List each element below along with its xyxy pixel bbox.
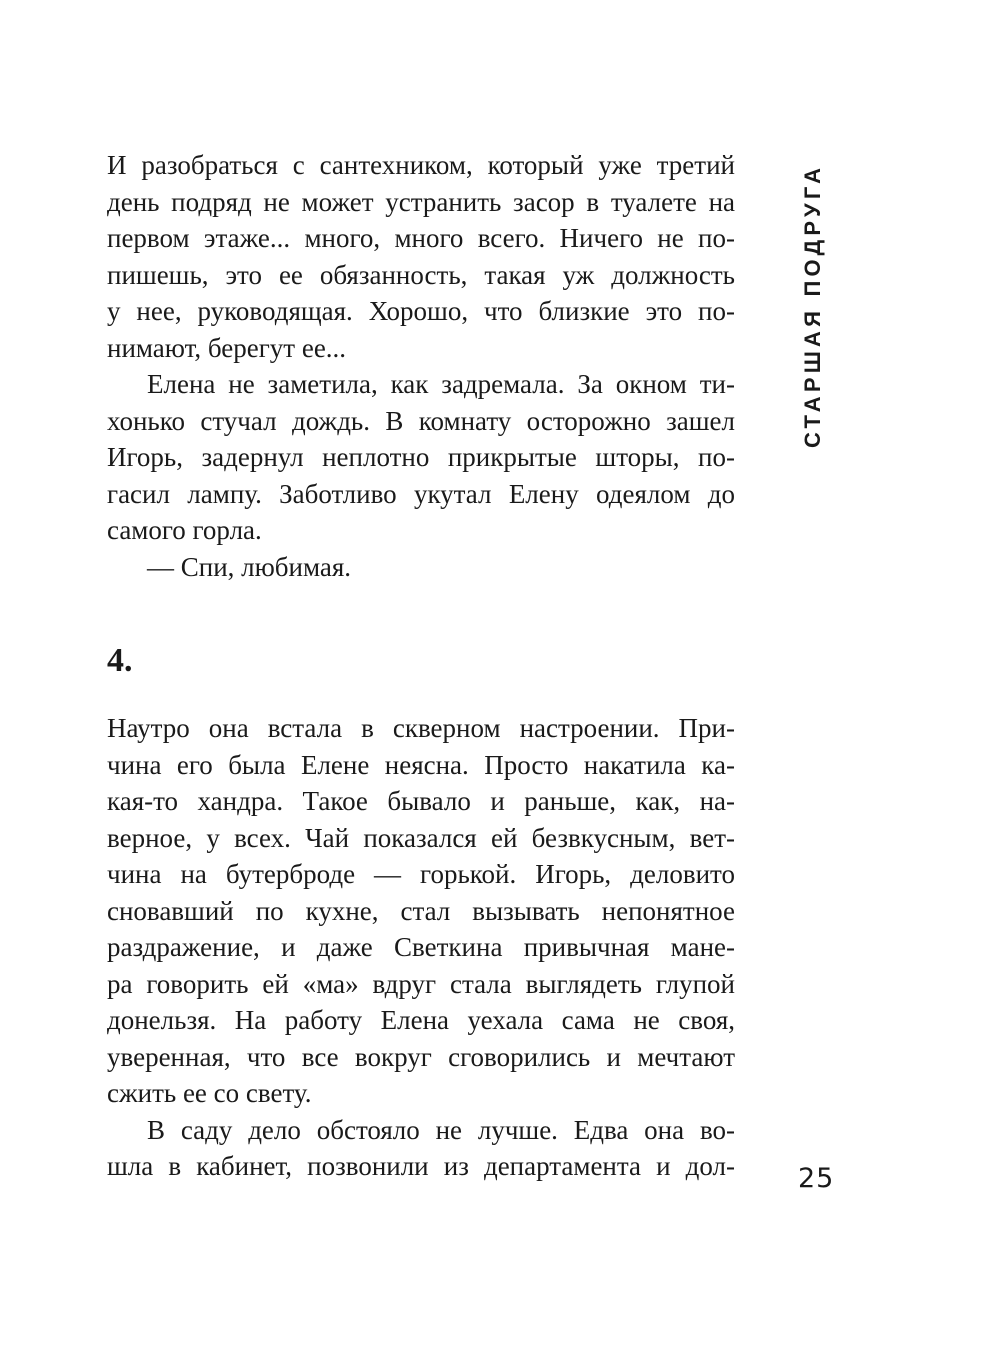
text-line: день подряд не может устранить засор в туалете на xyxy=(107,186,735,217)
text-line: ра говорить ей «ма» вдруг стала выглядеть глупой xyxy=(107,968,735,999)
chapter-heading: 4. xyxy=(107,642,133,679)
text-line: кая-то хандра. Такое бывало и раньше, как, на- xyxy=(107,786,735,816)
text-line: нимают, берегут ее... xyxy=(107,332,347,363)
text-line: донельзя. На работу Елена уехала сама не своя, xyxy=(107,1005,735,1035)
text-line: раздражение, и даже Светкина привычная мане- xyxy=(107,932,735,962)
text-line: Игорь, задернул неплотно прикрытые шторы, по- xyxy=(107,442,735,472)
text-line: В саду дело обстояло не лучше. Едва она во- xyxy=(147,1114,735,1145)
text-line: шла в кабинет, позвонили из департамента и дол- xyxy=(107,1151,735,1181)
text-line: первом этаже... много, много всего. Ничего не по- xyxy=(107,223,735,253)
text-line: гасил лампу. Заботливо укутал Елену одеялом до xyxy=(107,478,735,509)
text-line: у нее, руководящая. Хорошо, что близкие это по- xyxy=(107,296,735,326)
text-line: сновавший по кухне, стал вызывать непонятное xyxy=(107,895,735,926)
text-line: Наутро она встала в скверном настроении. При- xyxy=(107,713,735,743)
text-line: чина его была Елене неясна. Просто накатила ка- xyxy=(107,749,735,780)
text-line: чина на бутерброде — горькой. Игорь, деловито xyxy=(107,859,735,889)
text-block-2 xyxy=(107,710,735,1185)
text-line: сжить ее со свету. xyxy=(107,1078,312,1108)
text-block-1 xyxy=(107,147,735,585)
text-line: самого горла. xyxy=(107,515,262,545)
text-line: Елена не заметила, как задремала. За окном ти- xyxy=(147,369,735,399)
text-line: хонько стучал дождь. В комнату осторожно зашел xyxy=(107,405,735,436)
running-title: СТАРШАЯ ПОДРУГА xyxy=(800,163,825,449)
text-line: верное, у всех. Чай показался ей безвкусным, вет- xyxy=(107,822,735,853)
text-line: пишешь, это ее обязанность, такая уж должность xyxy=(107,259,735,290)
dialogue-line: — Спи, любимая. xyxy=(147,551,352,582)
text-line: уверенная, что все вокруг сговорились и мечтают xyxy=(107,1041,735,1072)
text-line: И разобраться с сантехником, который уже третий xyxy=(107,150,735,180)
page-number: 25 xyxy=(798,1163,835,1194)
